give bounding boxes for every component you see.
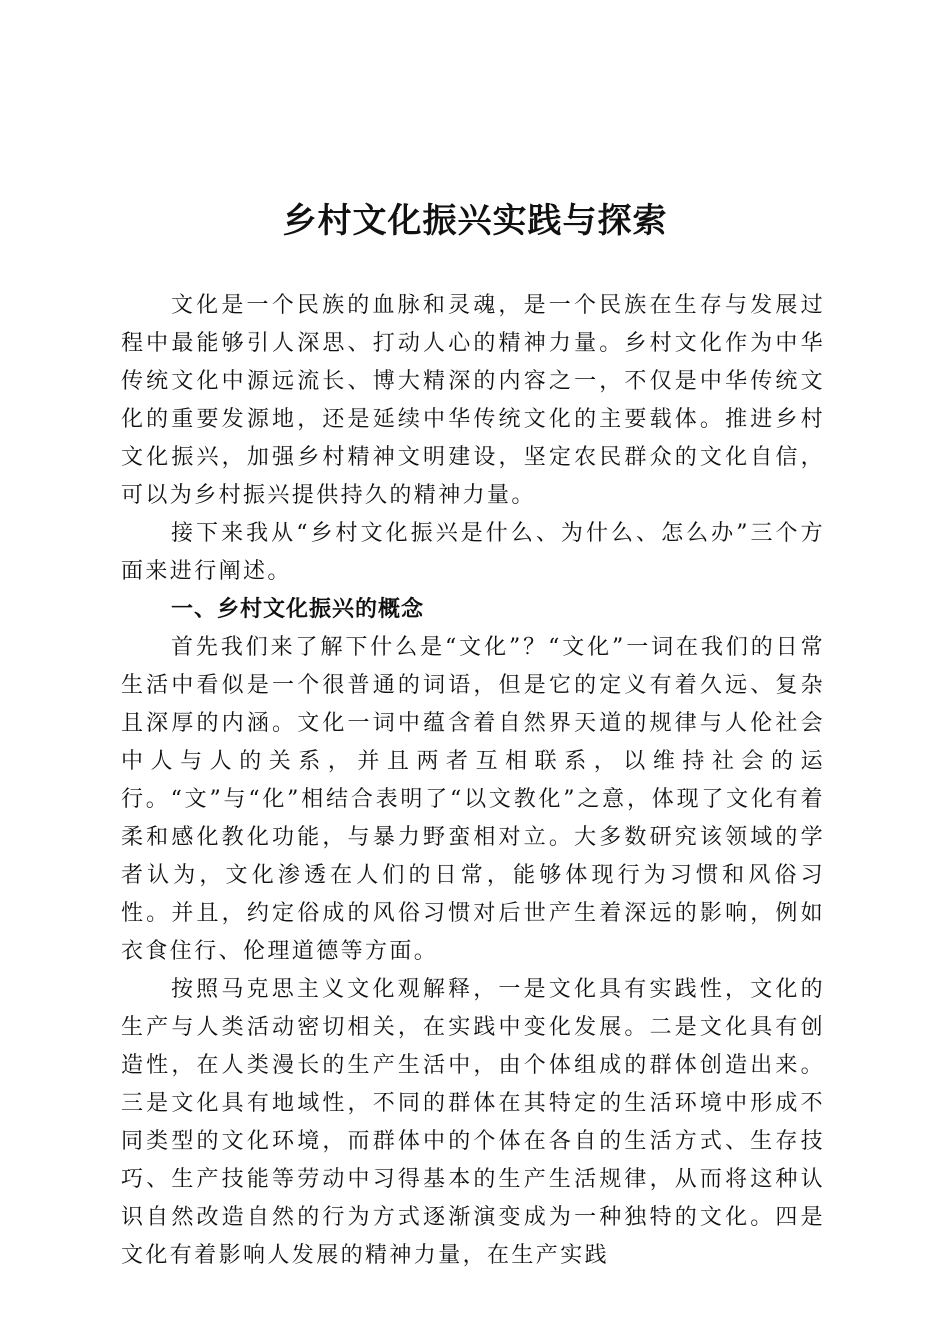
section1-paragraph-1: 首先我们来了解下什么是“文化”？“文化”一词在我们的日常生活中看似是一个很普通的词语，但是它的定义有着久远、复杂且深厚的内涵。文化一词中蕴含着自然界天道的规律与人伦社会中人与人的关系，并且两者互相联系，以维持社会的运行。“文”与“化”相结合表明了“以文教化”之意，体现了文化有着柔和感化教化功能，与暴力野蛮相对立。大多数研究该领域的学者认为，文化渗透在人们的日常，能够体现行为习惯和风俗习性。并且，约定俗成的风俗习惯对后世产生着深远的影响，例如衣食住行、伦理道德等方面。 [121, 635, 825, 964]
document-body [121, 287, 825, 1275]
intro-paragraph-2: 接下来我从“乡村文化振兴是什么、为什么、怎么办”三个方面来进行阐述。 [121, 521, 825, 584]
intro-paragraph-1: 文化是一个民族的血脉和灵魂，是一个民族在生存与发展过程中最能够引人深思、打动人心的精神力量。乡村文化作为中华传统文化中源远流长、博大精深的内容之一，不仅是中华传统文化的重要发源地，还是延续中华传统文化的主要载体。推进乡村文化振兴，加强乡村精神文明建设，坚定农民群众的文化自信，可以为乡村振兴提供持久的精神力量。 [121, 293, 825, 508]
document-title: 乡村文化振兴实践与探索 [282, 201, 668, 241]
section-heading-1: 一、乡村文化振兴的概念 [171, 597, 425, 622]
section1-paragraph-2: 按照马克思主义文化观解释，一是文化具有实践性，文化的生产与人类活动密切相关，在实践中变化发展。二是文化具有创造性，在人类漫长的生产生活中，由个体组成的群体创造出来。三是文化具有地域性，不同的群体在其特定的生活环境中形成不同类型的文化环境，而群体中的个体在各自的生活方式、生存技巧、生产技能等劳动中习得基本的生产生活规律，从而将这种认识自然改造自然的行为方式逐渐演变成为一种独特的文化。四是文化有着影响人发展的精神力量，在生产实践 [121, 977, 825, 1268]
